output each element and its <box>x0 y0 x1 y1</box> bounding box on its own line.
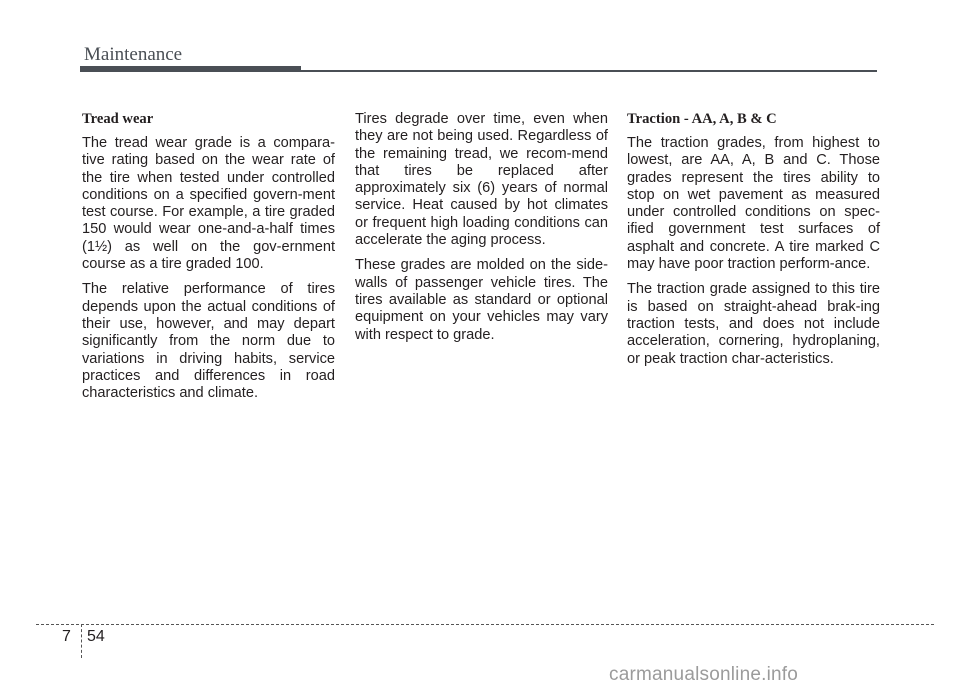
text-column-2 <box>355 111 608 352</box>
chapter-number: 7 <box>62 628 71 645</box>
traction-heading: Traction - AA, A, B & C <box>627 111 777 127</box>
header-rule-thin <box>301 70 877 72</box>
tire-aging-paragraph: Tires degrade over time, even when they are not being used. Regardless of the remaining tread, we recom-mend that tires be replaced after approximately six (6) years of normal service. Heat caused by hot climates or frequent high loading conditions can accelerate the aging process. <box>355 111 608 249</box>
text-column-3 <box>627 111 880 376</box>
footer-vertical-divider <box>81 624 82 658</box>
traction-paragraph-2: The traction grade assigned to this tire is based on straight-ahead brak-ing traction tests, and does not include acceleration, cornering, hydroplaning, or peak traction char-acteristics. <box>627 281 880 367</box>
grades-molded-paragraph: These grades are molded on the side-walls of passenger vehicle tires. The tires available as standard or optional equipment on your vehicles may vary with respect to grade. <box>355 257 608 343</box>
header-rule-thick <box>80 66 301 72</box>
text-column-1 <box>82 111 335 410</box>
tread-wear-paragraph-2: The relative performance of tires depends upon the actual conditions of their use, however, and may depart significantly from the norm due to variations in driving habits, service practices and differences in road characteristics and climate. <box>82 281 335 402</box>
page-number: 54 <box>87 628 105 645</box>
tread-wear-paragraph-1: The tread wear grade is a compara-tive rating based on the wear rate of the tire when tested under controlled conditions on a specified govern-ment test course. For example, a tire graded 150 would wear one-and-a-half times (1½) as well on the gov-ernment course as a tire graded 100. <box>82 135 335 273</box>
tread-wear-heading: Tread wear <box>82 111 154 127</box>
traction-paragraph-1: The traction grades, from highest to lowest, are AA, A, B and C. Those grades represent the tires ability to stop on wet pavement as measured under controlled conditions on spec-ified government test surfaces of asphalt and concrete. A tire marked C may have poor traction perform-ance. <box>627 135 880 273</box>
watermark: carmanualsonline.info <box>609 664 799 685</box>
footer-dashed-rule <box>36 624 934 625</box>
section-title: Maintenance <box>84 44 183 65</box>
